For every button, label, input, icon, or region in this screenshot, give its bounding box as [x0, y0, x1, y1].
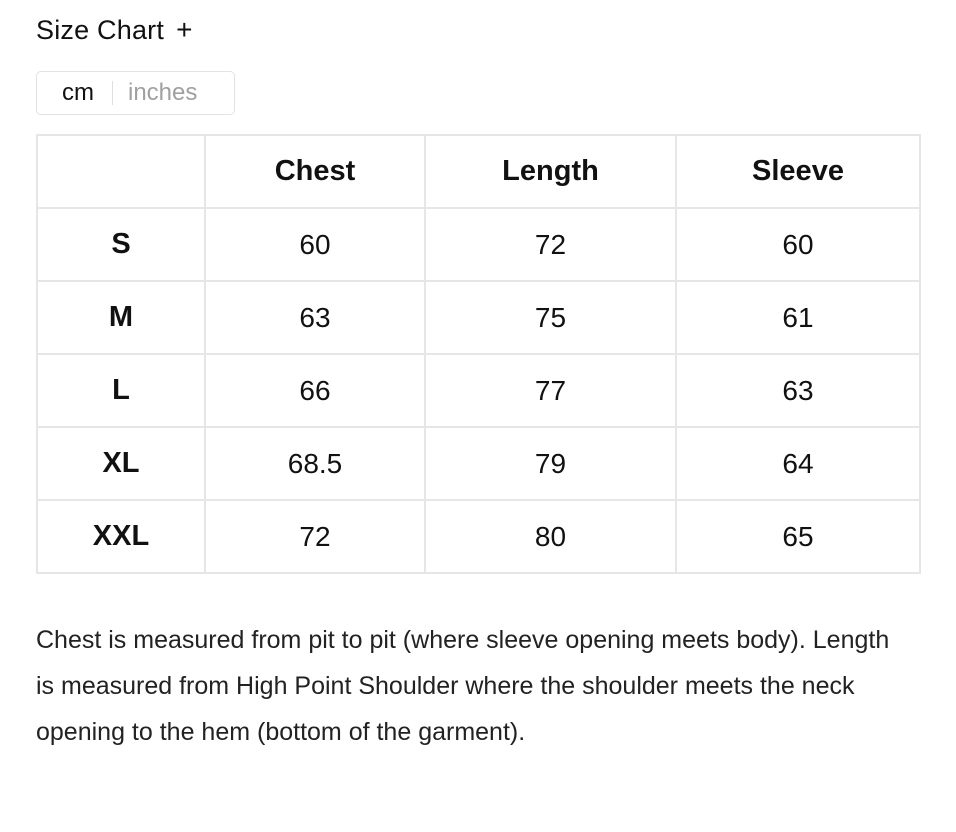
table-row: [37, 354, 920, 427]
header-cell-length: Length: [425, 135, 676, 208]
header-cell-chest: Chest: [205, 135, 425, 208]
length-cell: 77: [425, 354, 676, 427]
size-cell: S: [37, 208, 205, 281]
chest-cell: 68.5: [205, 427, 425, 500]
sleeve-cell: 61: [676, 281, 920, 354]
length-cell: 79: [425, 427, 676, 500]
measurement-description: Chest is measured from pit to pit (where sleeve opening meets body). Length is measured from High Point Shoulder where the shoulder meets the neck opening to the hem (bottom of the garment).: [36, 626, 890, 746]
length-cell: 72: [425, 208, 676, 281]
sleeve-cell: 60: [676, 208, 920, 281]
length-cell: 75: [425, 281, 676, 354]
chest-cell: 66: [205, 354, 425, 427]
size-cell: L: [37, 354, 205, 427]
size-chart-toggle[interactable]: [36, 12, 192, 48]
size-cell: XXL: [37, 500, 205, 573]
chest-cell: 72: [205, 500, 425, 573]
sleeve-cell: 65: [676, 500, 920, 573]
header-cell-sleeve: Sleeve: [676, 135, 920, 208]
table-row: [37, 281, 920, 354]
unit-option-inches[interactable]: inches: [128, 79, 198, 106]
header-cell-size: [37, 135, 205, 208]
table-row: [37, 208, 920, 281]
table-header-row: [37, 135, 920, 208]
sleeve-cell: 63: [676, 354, 920, 427]
size-cell: XL: [37, 427, 205, 500]
size-cell: M: [37, 281, 205, 354]
size-chart-title: Size Chart: [36, 14, 165, 45]
chest-cell: 63: [205, 281, 425, 354]
table-row: [37, 427, 920, 500]
length-cell: 80: [425, 500, 676, 573]
unit-toggle: [36, 71, 235, 115]
unit-option-cm[interactable]: cm: [62, 79, 94, 106]
size-table: [36, 134, 921, 574]
chest-cell: 60: [205, 208, 425, 281]
plus-icon[interactable]: +: [176, 14, 193, 45]
table-row: [37, 500, 920, 573]
sleeve-cell: 64: [676, 427, 920, 500]
